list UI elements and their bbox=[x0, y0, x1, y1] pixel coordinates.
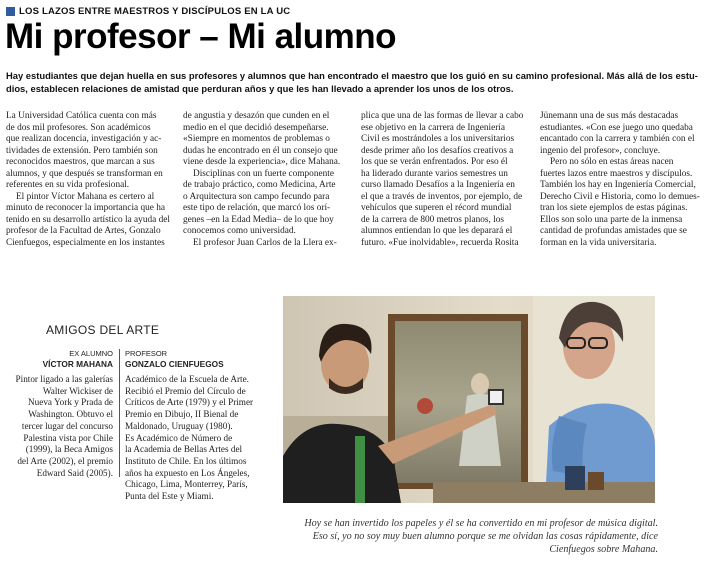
body-line: El pintor Víctor Mahana es certero al bbox=[16, 191, 155, 202]
body-line: Derecho Civil e Historia, como lo demues- bbox=[540, 191, 700, 202]
bio-line: Académico de la Escuela de Arte. bbox=[125, 374, 249, 384]
body-line: referentes en su vida profesional. bbox=[6, 180, 130, 191]
body-line: de dos mil profesores. Son académicos bbox=[6, 122, 151, 133]
caption-line: Cienfuegos sobre Mahana. bbox=[549, 544, 658, 556]
body-line: este tipo de relación, que marcó los orí- bbox=[183, 203, 331, 214]
profesor-name: GONZALO CIENFUEGOS bbox=[125, 359, 224, 369]
body-line: los que se verán enfrentados. Por eso él bbox=[361, 157, 508, 168]
kicker-square-icon bbox=[6, 7, 15, 16]
body-line: curso llamado Desafíos a la Ingeniería en bbox=[361, 180, 515, 191]
body-line: dudas he encontrado en él un consejo que bbox=[183, 145, 338, 156]
bio-line: Maldonado, Uruguay (1980). bbox=[125, 420, 233, 431]
bio-line: del Arte (2002), el premio bbox=[17, 455, 113, 466]
body-line: La Universidad Católica cuenta con más bbox=[6, 111, 157, 121]
body-line: ese objetivo en la carrera de Ingeniería bbox=[361, 122, 506, 133]
body-line: profesor de la Facultad de Artes, Gonzalo bbox=[6, 226, 161, 237]
body-column-2 bbox=[183, 111, 348, 250]
body-line: de angustia y desazón que cunden en el bbox=[183, 111, 330, 121]
body-column-3 bbox=[361, 111, 525, 250]
body-line: el que a través de inventos, por ejemplo, de bbox=[361, 191, 523, 202]
body-line: El profesor Juan Carlos de la Llera ex- bbox=[193, 238, 337, 249]
body-line: forman en la vida universitaria. bbox=[540, 238, 657, 249]
alumno-header bbox=[6, 349, 113, 369]
body-line: tenido en su desarrollo artístico la ayuda del bbox=[6, 214, 170, 225]
body-line: minuto de reconocer la importancia que ha bbox=[6, 203, 166, 214]
body-line: Ellos son solo una parte de la inmensa bbox=[540, 214, 683, 225]
bio-line: tercer lugar del concurso bbox=[21, 420, 113, 431]
caption-line: Hoy se han invertido los papeles y él se ha convertido en mi profesor de música digital. bbox=[304, 518, 658, 529]
bio-line: Chicago, Lima, Monterrey, París, bbox=[125, 479, 248, 490]
body-line: que realizan docencia, investigación y ac- bbox=[6, 134, 162, 145]
table-surface bbox=[433, 482, 655, 503]
body-line: desde primer año los desafíos creativos a bbox=[361, 145, 514, 156]
bio-line: Premio en Dibujo, II Bienal de bbox=[125, 409, 239, 420]
body-line: encantado con la carrera y también con el bbox=[540, 134, 695, 145]
body-line: futuro. «Fue inolvidable», recuerda Rosita bbox=[361, 238, 519, 249]
bio-line: la Academia de Bellas Artes del bbox=[125, 444, 243, 455]
bio-divider bbox=[119, 349, 120, 477]
jar-on-table bbox=[565, 466, 585, 490]
bio-line: Es Académico de Número de bbox=[125, 432, 233, 443]
article-photo bbox=[283, 296, 655, 503]
body-line: alumnos, y que después se transforman en bbox=[6, 168, 163, 179]
body-line: tividades de extensión. Pero también son bbox=[6, 145, 158, 156]
section-kicker bbox=[6, 4, 290, 18]
bio-line: Punta del Este y Miami. bbox=[125, 491, 214, 502]
body-line: Cienfuegos, especialmente en los instantes bbox=[6, 238, 165, 249]
caption-line: Eso sí, yo no soy muy buen alumno porque se me olvidan las cosas rápidamente, dice bbox=[312, 531, 658, 543]
body-column-4 bbox=[540, 111, 700, 250]
bio-line: Instituto de Chile. En los últimos bbox=[125, 455, 247, 466]
profesor-role: PROFESOR bbox=[125, 349, 168, 358]
article-deck bbox=[6, 70, 700, 95]
body-line: plica que una de las formas de llevar a cabo bbox=[361, 111, 524, 121]
bio-line: Recibió el Premio del Círculo de bbox=[125, 385, 246, 396]
painted-flower bbox=[417, 398, 433, 414]
bio-line: Críticos de Arte (1979) y el Primer bbox=[125, 397, 254, 408]
body-line: tran los siete ejemplos de estas páginas. bbox=[540, 203, 688, 214]
body-line: Disciplinas con un fuerte componente bbox=[193, 168, 334, 179]
body-line: de trabajo práctico, como Medicina, Arte bbox=[183, 180, 336, 191]
bio-line: Palestina vista por Chile bbox=[23, 432, 113, 443]
body-line: cantidad de profundas amistades que se bbox=[540, 226, 687, 237]
body-column-1 bbox=[6, 111, 172, 250]
alumno-role: EX ALUMNO bbox=[69, 349, 113, 358]
profesor-header bbox=[125, 349, 224, 369]
body-line: medio en el que decidió desempeñarse. bbox=[183, 122, 329, 133]
body-line: Jünemann una de sus más destacadas bbox=[540, 111, 679, 121]
body-line: «Siempre en momentos de problemas o bbox=[183, 134, 330, 145]
body-line: reconocidos maestros, que marcan a sus bbox=[6, 157, 155, 168]
bio-line: Pintor ligado a las galerías bbox=[15, 374, 113, 384]
body-line: También los hay en Ingeniería Comercial, bbox=[540, 180, 696, 191]
slide-in-hand bbox=[489, 390, 503, 404]
bio-line: Nueva York y Prada de bbox=[28, 397, 113, 408]
body-line: ha liderado durante varios semestres un bbox=[361, 168, 508, 179]
kicker-text: LOS LAZOS ENTRE MAESTROS Y DISCÍPULOS EN LA UC bbox=[19, 5, 291, 17]
deck-line: dios, establecen relaciones de amistad que perduran años y que les han llevado a aprender los unos de los otros. bbox=[6, 82, 514, 94]
body-line: estudiantes. «Con ese juego uno quedaba bbox=[540, 122, 693, 133]
bio-line: Edward Said (2005). bbox=[36, 467, 113, 478]
photo-illustration bbox=[283, 296, 655, 503]
body-line: o Arquitectura son campo fecundo para bbox=[183, 191, 330, 202]
body-line: conocemos como universidad. bbox=[183, 226, 296, 237]
bio-line: Washington. Obtuvo el bbox=[28, 409, 113, 420]
painted-figure-head bbox=[471, 373, 489, 395]
body-line: Pero no sólo en estas áreas nacen bbox=[550, 157, 674, 168]
cup-on-table bbox=[588, 472, 604, 490]
body-line: viene desde la experiencia», dice Mahana. bbox=[183, 157, 341, 168]
photo-caption bbox=[236, 517, 658, 557]
article-headline: Mi profesor – Mi alumno bbox=[5, 17, 397, 56]
sidebar-title: AMIGOS DEL ARTE bbox=[46, 323, 160, 337]
body-line: fuertes lazos entre maestros y discípulos. bbox=[540, 168, 693, 179]
body-line: alumnos entiendan lo que les deparará el bbox=[361, 226, 513, 237]
bio-line: (1999), la Beca Amigos bbox=[25, 444, 113, 455]
profesor-bio bbox=[125, 374, 275, 503]
body-line: genes –en la Edad Media– de lo que hoy bbox=[183, 214, 334, 225]
body-line: ingenio del profesor», concluye. bbox=[540, 145, 661, 156]
body-line: Civil es mostrándoles a los universitarios bbox=[361, 134, 515, 145]
alumno-bio bbox=[6, 374, 113, 479]
body-line: de la carrera de 800 metros planos, los bbox=[361, 214, 505, 225]
body-line: vehículos que superen el récord mundial bbox=[361, 203, 512, 214]
deck-line: Hay estudiantes que dejan huella en sus profesores y alumnos que han encontrado el maestro que los guió en su camino profesional. Más allá de los estu- bbox=[6, 70, 698, 81]
alumno-name: VÍCTOR MAHANA bbox=[42, 359, 113, 369]
green-shirt-strip bbox=[355, 436, 365, 503]
bio-line: Walter Wickiser de bbox=[42, 385, 113, 396]
bio-line: años ha expuesto en Los Ángeles, bbox=[125, 467, 250, 478]
